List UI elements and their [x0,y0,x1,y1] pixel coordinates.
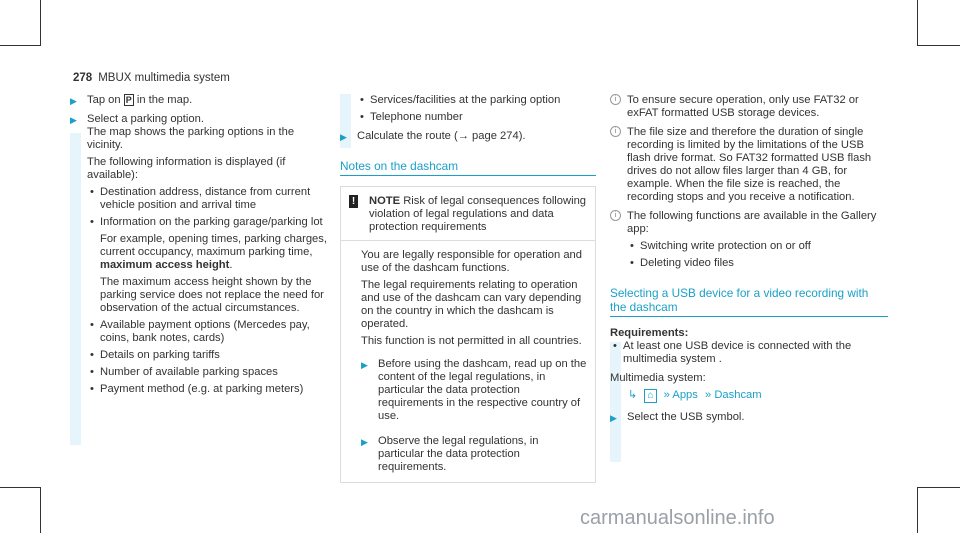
note-label: NOTE [369,195,401,207]
step-arrow-icon: ▶ [340,132,347,142]
home-icon: ⌂ [644,389,656,403]
note-box: ! NOTE Risk of legal consequences following violation of legal regulations and data protection requirements You are legally responsible for operation and use of the dashcam functions. The legal requirements relating to operation and use of the dashcam can vary depending on the country in which the dashcam is operated. This function is not permitted in all countries. ▶ Before using the dashcam, read up on the content of the legal regulations, in particular the data protection requirements in the respective country of use. ▶ Observe the legal regulations, in particular the data protection requirements. [340,186,596,483]
crop-mark [917,487,960,488]
step-calculate-route: ▶ Calculate the route (→ page 274). [340,130,526,142]
list-item: • Information on the parking garage/parking lot For example, opening times, parking charges, current occupancy, maximum parking time, maximum access height. The maximum access height shown by the parking service does not replace the need for observation of the actual circumstances. [90,216,327,314]
crop-mark [917,0,918,46]
list-item: • Number of available parking spaces [90,366,278,378]
column-left [70,94,332,402]
list-item: • Destination address, distance from current vehicle position and arrival time [90,186,311,211]
list-item: • Services/facilities at the parking option [360,94,561,106]
list-item: • Telephone number [360,111,463,123]
list-item: • Available payment options (Mercedes pay, coins, bank notes, cards) [90,319,310,344]
column-middle [340,94,596,483]
step-arrow-icon: ▶ [70,115,77,125]
watermark: carmanualsonline.info [580,507,775,529]
info-icon: i [610,210,621,221]
max-height-term: maximum access height [100,259,230,271]
parking-symbol-icon: P [125,95,132,105]
crop-mark [0,487,41,488]
step-observe-regulations: ▶ Observe the legal regulations, in particular the data protection requirements. [361,435,539,473]
step-arrow-icon: ▶ [361,360,368,370]
step-select-parking: ▶ Select a parking option. The map shows the parking options in the vicinity. The following information is displayed (if available): • Destination address, distance from current vehicle position and arrival time • Information on the parking garage/parking lot For example, opening times, parking charges, current occupancy, maximum parking time, maximum access height. The maximum access height shown by the parking service does not replace the need for observation of the actual circumstances. • Available payment options (Mercedes pay, coins, bank notes, cards) • Details on parking tariffs • Number of available parking spaces • Payment method (e.g. at parking meters) [70,113,332,396]
chevron-right-icon: » [663,389,670,401]
list-item: • Switching write protection on or off [630,240,811,252]
crop-mark [40,0,41,46]
crop-mark [40,487,41,533]
divider [610,316,888,317]
step-read-regulations: ▶ Before using the dashcam, read up on the content of the legal regulations, in particular the data protection requirements in the respective country of use. [361,358,587,422]
page-header [73,72,230,84]
column-right: i To ensure secure operation, only use FAT32 or exFAT formatted USB storage devices. i The file size and therefore the duration of single recording is limited by the limitations of the USB flash drive format. So FAT32 formatted USB flash drives do not allow files larger than 4 GB, for example. When the file size is reached, the recording stops and you receive a notification. i The following functions are available in the Gallery app: • Switching write protection on or off • Deleting video files Selecting a USB device for a video recording with the dashcam Requirements: • At least one USB device is connected with the multimedia system . Multimedia system: ↳ ⌂ » Apps » Dashcam ▶ Select the USB symbol. [610,94,888,430]
section-heading: Notes on the dashcam [340,159,459,173]
step-tap-parking: ▶ Tap on P in the map. [70,94,193,106]
list-item: • At least one USB device is connected with the multimedia system . [613,340,852,365]
crop-mark [0,45,41,46]
step-arrow-icon: ▶ [361,437,368,447]
crop-mark [917,45,960,46]
list-item: • Payment method (e.g. at parking meters) [90,383,304,395]
step-select-usb: ▶ Select the USB symbol. [610,411,745,423]
divider [340,175,596,176]
crop-mark [917,487,918,533]
section-heading: Selecting a USB device for a video recording with the dashcam [610,286,869,314]
warning-icon: ! [349,195,358,208]
step-arrow-icon: ▶ [610,413,617,423]
step-arrow-icon: ▶ [70,96,77,106]
info-note: i The following functions are available in the Gallery app: • Switching write protection on or off • Deleting video files [610,210,888,270]
requirements-label: Requirements: [610,327,689,339]
list-item: • Deleting video files [630,257,734,269]
chevron-right-icon: » [704,389,712,401]
info-note: i The file size and therefore the duration of single recording is limited by the limitations of the USB flash drive format. So FAT32 formatted USB flash drives do not allow files larger than 4 GB, for example. When the file size is reached, the recording stops and you receive a notification. [610,126,888,204]
info-icon: i [610,126,621,137]
info-note: i To ensure secure operation, only use FAT32 or exFAT formatted USB storage devices. [610,94,888,120]
menu-path: ↳ ⌂ » Apps » Dashcam [628,389,762,401]
list-item: • Details on parking tariffs [90,349,220,361]
path-arrow-icon: ↳ [628,389,638,401]
page-title: MBUX multimedia system [98,72,230,84]
page-number: 278 [73,72,93,84]
info-icon: i [610,94,621,105]
